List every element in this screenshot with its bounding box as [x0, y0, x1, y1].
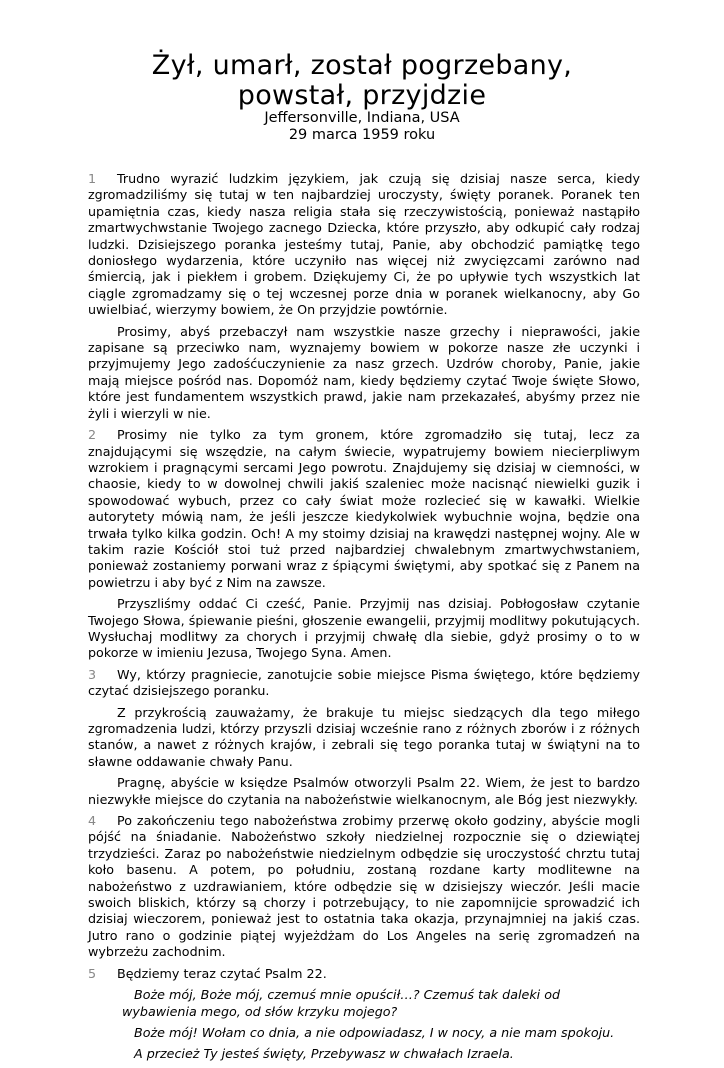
- paragraph-text: Będziemy teraz czytać Psalm 22.: [117, 965, 327, 981]
- paragraph-text: Wy, którzy pragniecie, zanotujcie sobie miejsce Pisma świętego, które będziemy czytać dzisiejszego poranku.: [88, 666, 640, 699]
- paragraph-text: Trudno wyrazić ludzkim językiem, jak czują się dzisiaj nasze serca, kiedy zgromadziliśmy się tutaj w ten najbardziej uroczysty, święty poranek. Poranek ten upamiętnia czas, kiedy nasza religia stała się rzeczywistością, ponieważ nastąpiło zmartwychwstanie Twojego zacnego Dziecka, które przyszło, aby odkupić cały rodzaj ludzki. Dzisiejszego poranka jesteśmy tutaj, Panie, aby obchodzić pamiątkę tego doniosłego wydarzenia, które uczyniło nas więcej niż zwycięzcami zarówno nad śmiercią, jak i piekłem i grobem. Dziękujemy Ci, że po upływie tych wszystkich lat ciągle zgromadzamy się o tej wczesnej porze dnia w poranek wielkanocny, aby Go uwielbiać, wierzymy bowiem, że On przyjdzie powtórnie.: [88, 171, 640, 318]
- paragraph: Pragnę, abyście w księdze Psalmów otworzyli Psalm 22. Wiem, że jest to bardzo niezwykłe miejsce do czytania na nabożeństwie wielkanocnym, ale Bóg jest niezwykły.: [88, 775, 640, 807]
- paragraph: [88, 667, 640, 700]
- psalm-quote: Boże mój! Wołam co dnia, a nie odpowiadasz, I w nocy, a nie mam spokoju.: [134, 1024, 615, 1040]
- paragraph: Przyszliśmy oddać Ci cześć, Panie. Przyjmij nas dzisiaj. Pobłogosław czytanie Twojego Słowa, śpiewanie pieśni, głoszenie ewangelii, przyjmij modlitwy pokutujących. Wysłuchaj modlitwy za chorych i przyjmij chwałę dla siebie, gdyż prosimy o to w pokorze w imieniu Jezusa, Twojego Syna. Amen.: [88, 596, 640, 661]
- paragraph-number: 4: [88, 813, 97, 829]
- paragraph-number: 1: [88, 171, 97, 186]
- title-line-2: powstał, przyjdzie: [237, 80, 487, 111]
- paragraph: [88, 171, 640, 319]
- document-body: [88, 171, 640, 1068]
- paragraph-number: 3: [88, 666, 97, 682]
- location: Jeffersonville, Indiana, USA: [264, 110, 460, 126]
- paragraph: Prosimy, abyś przebaczył nam wszystkie nasze grzechy i nieprawości, jakie zapisane są przeciwko nam, wyznajemy bowiem w pokorze nasze złe uczynki i przyjmujemy Jego zadośćuczynienie za nasz grzech. Uzdrów choroby, Panie, jakie mają miejsce pośród nas. Dopomóż nam, kiedy będziemy czytać Twoje święte Słowo, które jest fundamentem wszystkich prawd, jakie nam przekazałeś, abyśmy przez nie żyli i wierzyli w nie.: [88, 323, 640, 421]
- paragraph-text: Po zakończeniu tego nabożeństwa zrobimy przerwę około godziny, abyście mogli pójść na śniadanie. Nabożeństwo szkoły niedzielnej rozpocznie się o dziewiątej trzydzieści. Zaraz po nabożeństwie niedzielnym odbędzie się uroczystość chrztu tutaj koło basenu. A potem, po południu, zostaną rozdane karty modlitewne na nabożeństwo z uzdrawianiem, które odbędzie się w dzisiejszy wieczór. Jeśli macie swoich bliskich, którzy są chorzy i potrzebujący, to nie zapomnijcie sprowadzić ich dzisiaj wieczorem, ponieważ jest to ostatnia taka okazja, przynajmniej na jakiś czas. Jutro rano o godzinie piątej wyjeżdżam do Los Angeles na serię zgromadzeń na wybrzeżu zachodnim.: [88, 813, 640, 960]
- title-line-1: Żył, umarł, został pogrzebany,: [151, 50, 573, 81]
- paragraph: [88, 966, 640, 982]
- paragraph: [88, 813, 640, 961]
- paragraph-number: 5: [88, 965, 97, 981]
- date: 29 marca 1959 roku: [288, 127, 436, 143]
- psalm-quote: Boże mój, Boże mój, czemuś mnie opuścił…? Czemuś tak daleki od wybawienia mego, od słów krzyku mojego?: [122, 987, 561, 1019]
- paragraph-number: 2: [88, 427, 97, 443]
- paragraph: [88, 427, 640, 591]
- paragraph-text: Prosimy nie tylko za tym gronem, które zgromadziło się tutaj, lecz za znajdującymi się wszędzie, na całym świecie, wypatrujemy bowiem niecierpliwym wzrokiem i pragnącymi sercami Jego powrotu. Znajdujemy się dzisiaj w ciemności, w chaosie, kiedy to w dowolnej chwili jakiś szaleniec może nacisnąć niewielki guzik i spowodować wybuch, przez co cały świat może rozlecieć się w kawałki. Wielkie autorytety mówią nam, że jeśli jeszcze kiedykolwiek wybuchnie wojna, będzie ona trwała tylko kilka godzin. Och! A my stoimy dzisiaj na krawędzi następnej wojny. Ale w takim razie Kościół stoi tuż przed najbardziej chwalebnym zmartwychwstaniem, ponieważ zostaniemy porwani wraz z śpiącymi świętymi, aby spotkać się z Panem na powietrzu i aby być z Nim na zawsze.: [88, 427, 640, 590]
- psalm-quote: A przecież Ty jesteś święty, Przebywasz w chwałach Izraela.: [134, 1046, 514, 1062]
- paragraph: Z przykrością zauważamy, że brakuje tu miejsc siedzących dla tego miłego zgromadzenia ludzi, którzy przyszli dzisiaj wcześnie rano z różnych zborów i z różnych stanów, a nawet z różnych krajów, i zebrali się tego poranka tutaj w świątyni na to sławne oddawanie chwały Panu.: [88, 704, 640, 769]
